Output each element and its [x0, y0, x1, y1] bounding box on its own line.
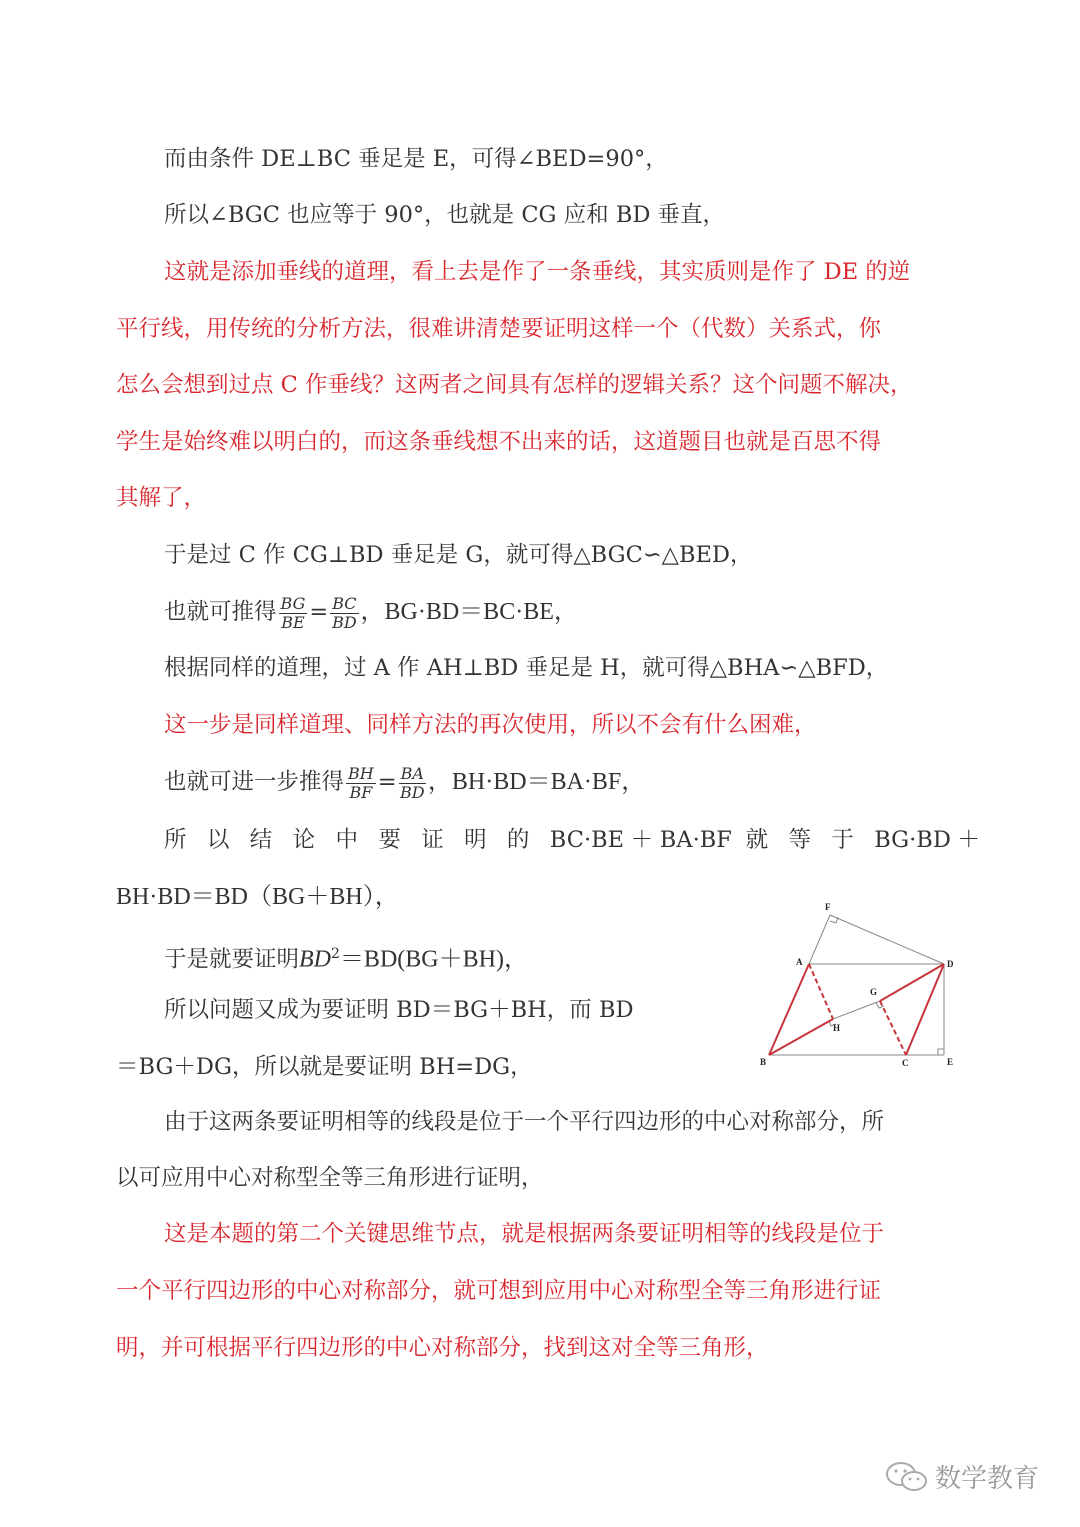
formula-line-2: [164, 760, 645, 804]
segment-AH: [809, 964, 833, 1019]
segment-AF: [809, 915, 830, 964]
numerator: BA: [400, 763, 424, 783]
emphasis-line: 怎么会想到过点 C 作垂线？这两者之间具有怎样的逻辑关系？这个问题不解决，: [116, 372, 913, 398]
exponent: 2: [331, 946, 340, 962]
formula-suffix: ，BH·BD＝BA·BF，: [427, 769, 646, 795]
segment-FD: [830, 915, 944, 964]
label-A: A: [796, 957, 803, 967]
formula-prefix: 也就可推得: [164, 599, 277, 625]
numerator: BC: [332, 593, 357, 613]
label-G: G: [870, 987, 878, 997]
segment-CG: [880, 1001, 906, 1055]
label-D: D: [947, 959, 954, 969]
label-C: C: [902, 1058, 909, 1068]
formula-line-1: [164, 590, 578, 634]
text-line: 所 以 结 论 中 要 证 明 的 BC·BE＋BA·BF 就 等 于 BG·BD＋: [164, 827, 980, 853]
text-line: ＝BG＋DG，所以就是要证明 BH=DG，: [116, 1054, 533, 1080]
fraction: [399, 765, 426, 802]
emphasis-line: 这是本题的第二个关键思维节点，就是根据两条要证明相等的线段是位于: [164, 1221, 885, 1247]
label-F: F: [825, 902, 831, 912]
denominator: BE: [281, 612, 305, 632]
formula-suffix: ＝BD(BG＋BH)，: [339, 946, 528, 973]
text-line: 于是过 C 作 CG⊥BD 垂足是 G，就可得△BGC∽△BED，: [164, 542, 753, 568]
emphasis-line: 学生是始终难以明白的，而这条垂线想不出来的话，这道题目也就是百思不得: [116, 429, 882, 455]
formula-prefix: 也就可进一步推得: [164, 769, 345, 795]
equals: =: [309, 599, 329, 625]
text-line: BH·BD＝BD（BG＋BH），: [116, 884, 399, 910]
formula-suffix: ，BG·BD＝BC·BE，: [360, 599, 578, 625]
denominator: BD: [332, 612, 357, 632]
numerator: BG: [280, 593, 306, 613]
text-line: 而由条件 DE⊥BC 垂足是 E，可得∠BED=90°，: [164, 146, 668, 172]
bd-term: BD: [299, 946, 332, 973]
formula-prefix: 于是就要证明: [164, 946, 300, 973]
emphasis-line: 一个平行四边形的中心对称部分，就可想到应用中心对称型全等三角形进行证: [116, 1278, 882, 1304]
emphasis-line: 这就是添加垂线的道理，看上去是作了一条垂线，其实质则是作了 DE 的逆: [164, 259, 911, 285]
watermark: [885, 1458, 1039, 1495]
label-E: E: [947, 1057, 954, 1067]
equals: =: [377, 769, 397, 795]
fraction: [346, 765, 376, 802]
segment-BA: [769, 964, 809, 1055]
segment-BH: [769, 1019, 833, 1055]
geometry-diagram: [750, 895, 970, 1075]
label-B: B: [760, 1057, 767, 1067]
watermark-text: 数学教育: [935, 1464, 1040, 1494]
text-line: 由于这两条要证明相等的线段是位于一个平行四边形的中心对称部分，所: [164, 1109, 885, 1135]
right-angle-G: [876, 1003, 884, 1008]
fraction: [279, 595, 308, 632]
segment-CD: [906, 964, 944, 1055]
denominator: BD: [399, 782, 425, 802]
wechat-icon: [885, 1460, 929, 1494]
label-H: H: [833, 1023, 841, 1033]
text-line: 所以∠BGC 也应等于 90°，也就是 CG 应和 BD 垂直，: [164, 202, 726, 228]
numerator: BH: [348, 763, 374, 783]
fraction: [330, 595, 358, 632]
text-line: 以可应用中心对称型全等三角形进行证明，: [116, 1165, 544, 1191]
right-angle-E: [938, 1049, 944, 1055]
segment-GD: [880, 964, 944, 1001]
emphasis-line: 这一步是同样道理、同样方法的再次使用，所以不会有什么困难，: [164, 712, 817, 738]
formula-line-3: [164, 939, 528, 975]
denominator: BF: [349, 782, 373, 802]
text-line: 所以问题又成为要证明 BD＝BG＋BH，而 BD: [164, 997, 634, 1023]
emphasis-line: 其解了，: [116, 485, 207, 511]
text-line: 根据同样的道理，过 A 作 AH⊥BD 垂足是 H，就可得△BHA∽△BFD，: [164, 655, 889, 681]
segment-HG: [833, 1001, 880, 1019]
emphasis-line: 平行线，用传统的分析方法，很难讲清楚要证明这样一个（代数）关系式，你: [116, 316, 882, 342]
emphasis-line: 明，并可根据平行四边形的中心对称部分，找到这对全等三角形，: [116, 1335, 769, 1361]
